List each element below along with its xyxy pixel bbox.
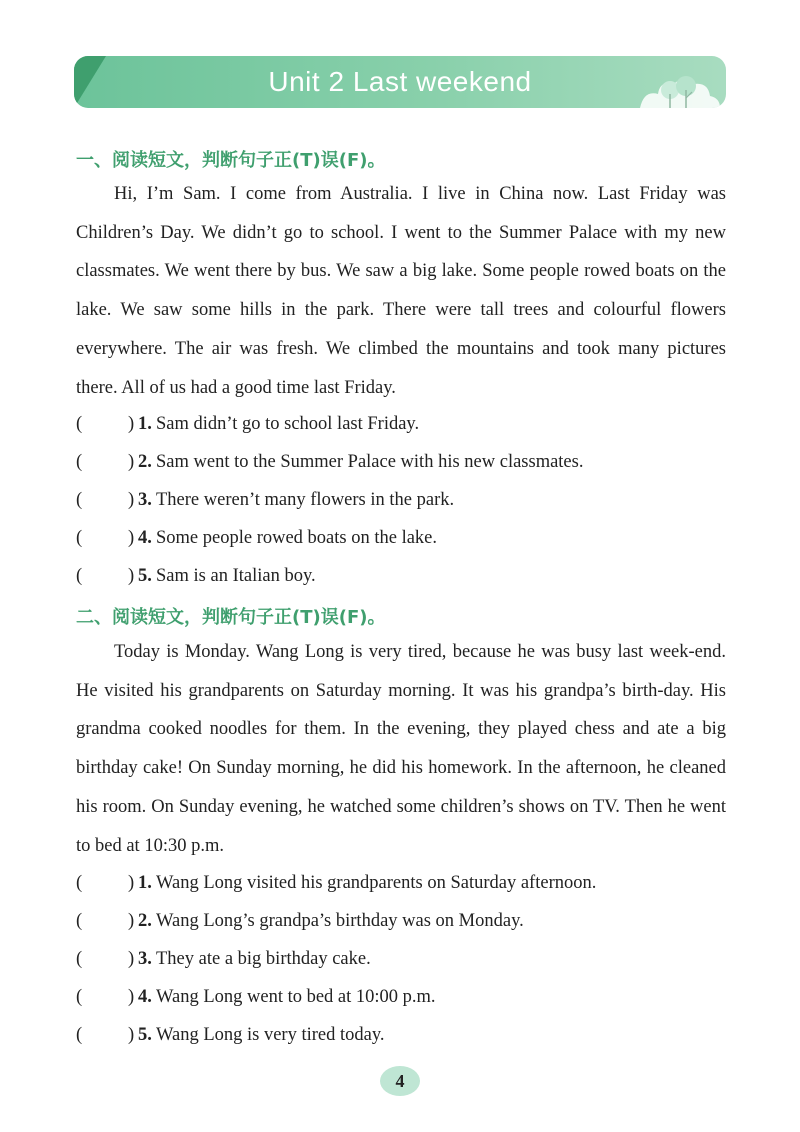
answer-blank-close: ) [128, 566, 135, 586]
question-text: Some people rowed boats on the lake. [156, 528, 438, 548]
question-text: Sam is an Italian boy. [156, 566, 316, 586]
answer-blank-open[interactable]: ( [76, 987, 83, 1007]
question-number: 4. [138, 528, 152, 548]
question-text: Wang Long visited his grandparents on Saturday afternoon. [156, 873, 597, 893]
answer-blank-close: ) [128, 987, 135, 1007]
answer-blank-close: ) [128, 949, 135, 969]
answer-blank-open[interactable]: ( [76, 1025, 83, 1045]
question-text: Wang Long’s grandpa’s birthday was on Monday. [156, 911, 524, 931]
section-1-heading: 一、阅读短文，判断句子正(T)误(F)。 [76, 150, 386, 171]
page-number: 4 [380, 1066, 420, 1096]
answer-blank-close: ) [128, 873, 135, 893]
unit-title: Unit 2 Last weekend [268, 66, 532, 97]
answer-blank-open[interactable]: ( [76, 911, 83, 931]
question-text: Sam didn’t go to school last Friday. [156, 414, 420, 434]
question-text: Sam went to the Summer Palace with his new classmates. [156, 452, 584, 472]
answer-blank-open[interactable]: ( [76, 528, 83, 548]
answer-blank-open[interactable]: ( [76, 873, 83, 893]
tree-decoration-icon [630, 60, 720, 108]
answer-blank-close: ) [128, 414, 135, 434]
question-text: Wang Long is very tired today. [156, 1025, 385, 1045]
answer-blank-close: ) [128, 452, 135, 472]
question-number: 1. [138, 414, 152, 434]
section-2-passage: Today is Monday. Wang Long is very tired, because he was busy last week-end. He visited his grandparents on Saturday morning. It was his grandpa’s birth-day. His grandma cooked noodles for them. In the evening, they played chess and ate a big birthday cake! On Sunday morning, he did his homework. In the afternoon, he cleaned his room. On Sunday evening, he watched some children’s shows on TV. Then he went to bed at 10:30 p.m. [76, 642, 726, 856]
question-number: 5. [138, 1025, 152, 1045]
answer-blank-open[interactable]: ( [76, 490, 83, 510]
answer-blank-close: ) [128, 528, 135, 548]
section-1-passage: Hi, I’m Sam. I come from Australia. I live in China now. Last Friday was Children’s Day. We didn’t go to school. I went to the Summer Palace with my new classmates. We went there by bus. We saw a big lake. Some people rowed boats on the lake. We saw some hills in the park. There were tall trees and colourful flowers everywhere. The air was fresh. We climbed the mountains and took many pictures there. All of us had a good time last Friday. [76, 184, 726, 398]
answer-blank-open[interactable]: ( [76, 414, 83, 434]
question-number: 3. [138, 949, 152, 969]
question-number: 1. [138, 873, 152, 893]
question-text: There weren’t many flowers in the park. [156, 490, 455, 510]
question-number: 3. [138, 490, 152, 510]
question-number: 5. [138, 566, 152, 586]
question-number: 2. [138, 452, 152, 472]
answer-blank-close: ) [128, 1025, 135, 1045]
unit-banner [74, 56, 726, 108]
answer-blank-open[interactable]: ( [76, 566, 83, 586]
question-number: 4. [138, 987, 152, 1007]
question-text: Wang Long went to bed at 10:00 p.m. [156, 987, 436, 1007]
answer-blank-close: ) [128, 911, 135, 931]
answer-blank-close: ) [128, 490, 135, 510]
answer-blank-open[interactable]: ( [76, 452, 83, 472]
answer-blank-open[interactable]: ( [76, 949, 83, 969]
question-text: They ate a big birthday cake. [156, 949, 371, 969]
section-2-heading: 二、阅读短文，判断句子正(T)误(F)。 [76, 607, 386, 628]
question-number: 2. [138, 911, 152, 931]
